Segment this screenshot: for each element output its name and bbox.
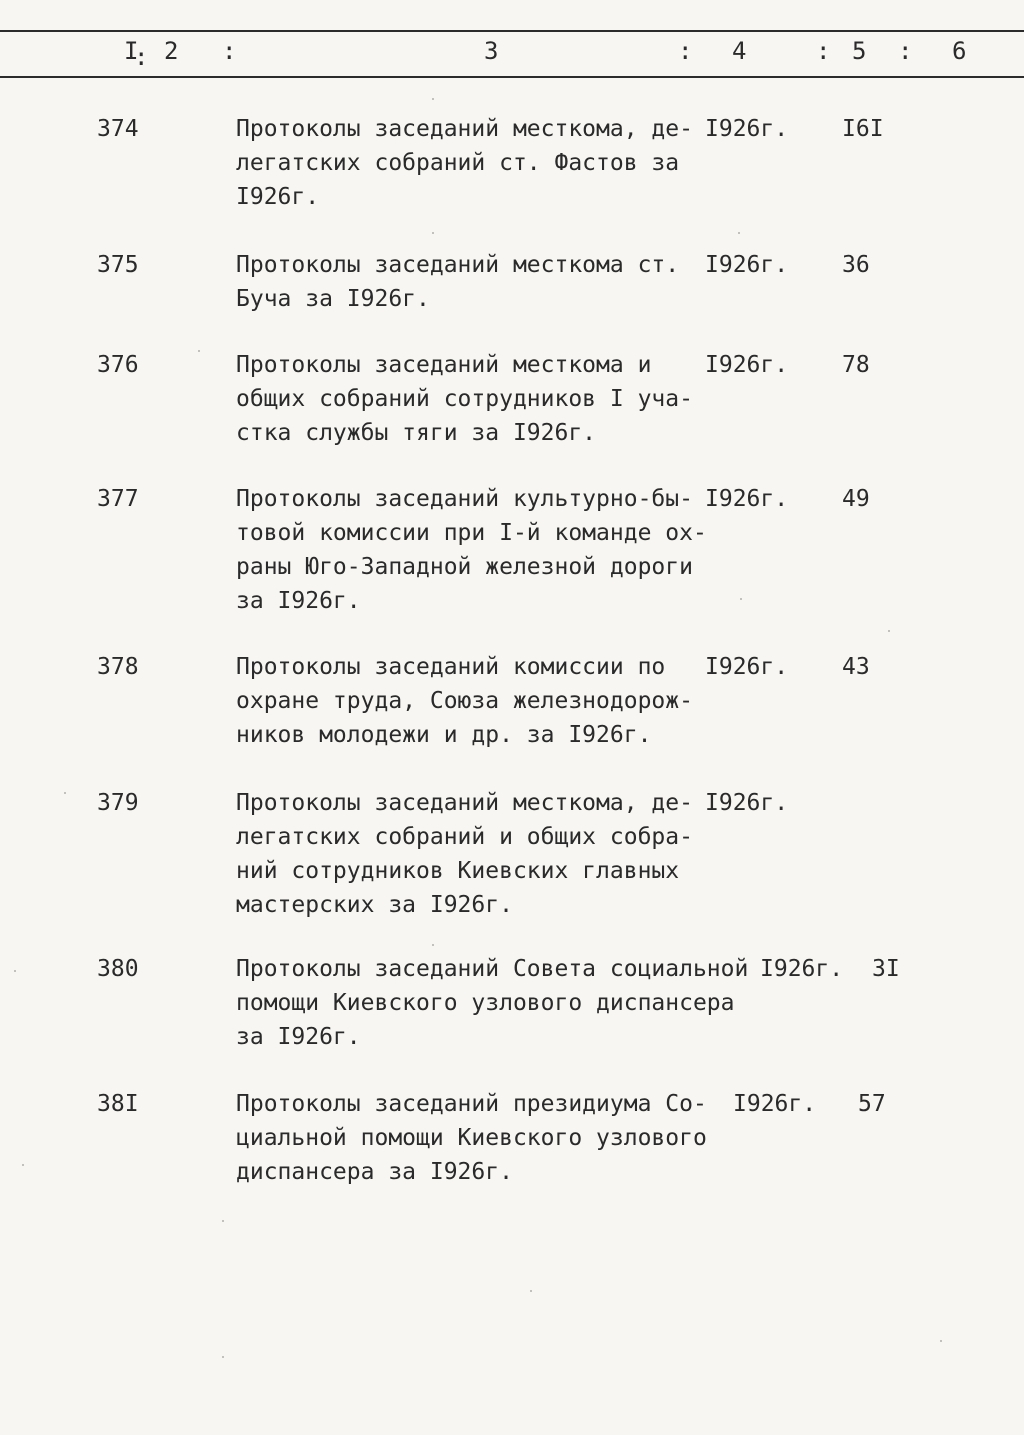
entry-description-line: Протоколы заседаний Совета социальной (236, 956, 749, 982)
entry-number: 378 (97, 654, 139, 680)
scan-speck (222, 1220, 224, 1222)
entry-date: I926г. (705, 116, 789, 142)
entry-description-line: ников молодежи и др. за I926г. (236, 722, 652, 748)
header-col-3: 3 (484, 37, 499, 65)
entry-description-line: за I926г. (236, 1024, 361, 1050)
header-sep-4: : (816, 37, 831, 65)
scan-speck (432, 98, 434, 100)
entry-sheet-count: 3I (872, 956, 900, 982)
header-col-4: 4 (732, 37, 747, 65)
entry-number: 380 (97, 956, 139, 982)
entry-number: 376 (97, 352, 139, 378)
entry-date: I926г. (705, 352, 789, 378)
entry-description (236, 650, 706, 752)
entry-description-line: легатских собраний и общих собра- (236, 824, 693, 850)
entry-description (236, 248, 706, 316)
entry-number: 38I (97, 1091, 139, 1117)
entry-description-line: легатских собраний ст. Фастов за (236, 150, 680, 176)
entry-description-line: I926г. (236, 184, 320, 210)
entry-description-line: Протоколы заседаний культурно-бы- (236, 486, 693, 512)
entry-description (236, 1087, 706, 1189)
scan-speck (14, 970, 16, 972)
entry-sheet-count: 57 (858, 1091, 886, 1117)
entry-description-line: Буча за I926г. (236, 286, 430, 312)
scan-speck (888, 630, 890, 632)
entry-date: I926г. (705, 790, 789, 816)
entry-description (236, 112, 706, 214)
entry-date: I926г. (760, 956, 844, 982)
entry-description-line: стка службы тяги за I926г. (236, 420, 597, 446)
header-col-2: 2 (164, 37, 179, 65)
scan-speck (432, 232, 434, 234)
entry-description-line: Протоколы заседаний президиума Со- (236, 1091, 707, 1117)
entry-description-line: за I926г. (236, 588, 361, 614)
scan-speck (222, 1356, 224, 1358)
scan-speck (530, 1290, 532, 1292)
header-col-6: 6 (952, 37, 967, 65)
entry-description-line: диспансера за I926г. (236, 1159, 513, 1185)
header-sep-2: : (222, 37, 237, 65)
entry-description-line: охране труда, Союза железнодорож- (236, 688, 693, 714)
entry-description-line: ний сотрудников Киевских главных (236, 858, 680, 884)
scan-speck (940, 1340, 942, 1342)
scan-speck (198, 350, 200, 352)
entry-sheet-count: 43 (842, 654, 870, 680)
entry-sheet-count: 49 (842, 486, 870, 512)
entry-number: 374 (97, 116, 139, 142)
scan-speck (740, 598, 742, 600)
entry-description-line: товой комиссии при I-й команде ох- (236, 520, 707, 546)
header-col-5: 5 (852, 37, 867, 65)
entry-number: 375 (97, 252, 139, 278)
scan-speck (64, 792, 66, 794)
entry-description-line: Протоколы заседаний месткома, де- (236, 790, 693, 816)
header-sep-1: : (134, 43, 149, 71)
entry-date: I926г. (705, 486, 789, 512)
header-sep-3: : (678, 37, 693, 65)
entry-description-line: Протоколы заседаний месткома ст. (236, 252, 680, 278)
entry-number: 377 (97, 486, 139, 512)
header-bottom-rule (0, 76, 1024, 78)
scan-speck (738, 232, 740, 234)
entry-description-line: циальной помощи Киевского узлового (236, 1125, 707, 1151)
scan-speck (22, 1164, 24, 1166)
header-col-1: I (124, 37, 139, 65)
header-sep-5: : (898, 37, 913, 65)
entry-description-line: Протоколы заседаний комиссии по (236, 654, 666, 680)
entry-description-line: Протоколы заседаний месткома, де- (236, 116, 693, 142)
entry-number: 379 (97, 790, 139, 816)
entry-date: I926г. (705, 252, 789, 278)
entry-description-line: общих собраний сотрудников I уча- (236, 386, 693, 412)
entry-sheet-count: 36 (842, 252, 870, 278)
entry-description-line: мастерских за I926г. (236, 892, 513, 918)
entry-description (236, 952, 796, 1054)
entry-sheet-count: I6I (842, 116, 884, 142)
entry-description (236, 482, 706, 618)
entry-description (236, 786, 706, 922)
entry-description-line: помощи Киевского узлового диспансера (236, 990, 735, 1016)
entry-date: I926г. (733, 1091, 817, 1117)
entry-description (236, 348, 706, 450)
entry-sheet-count: 78 (842, 352, 870, 378)
scan-speck (432, 944, 434, 946)
entry-description-line: Протоколы заседаний месткома и (236, 352, 652, 378)
header-top-rule (0, 30, 1024, 32)
entry-description-line: раны Юго-Западной железной дороги (236, 554, 693, 580)
entry-date: I926г. (705, 654, 789, 680)
